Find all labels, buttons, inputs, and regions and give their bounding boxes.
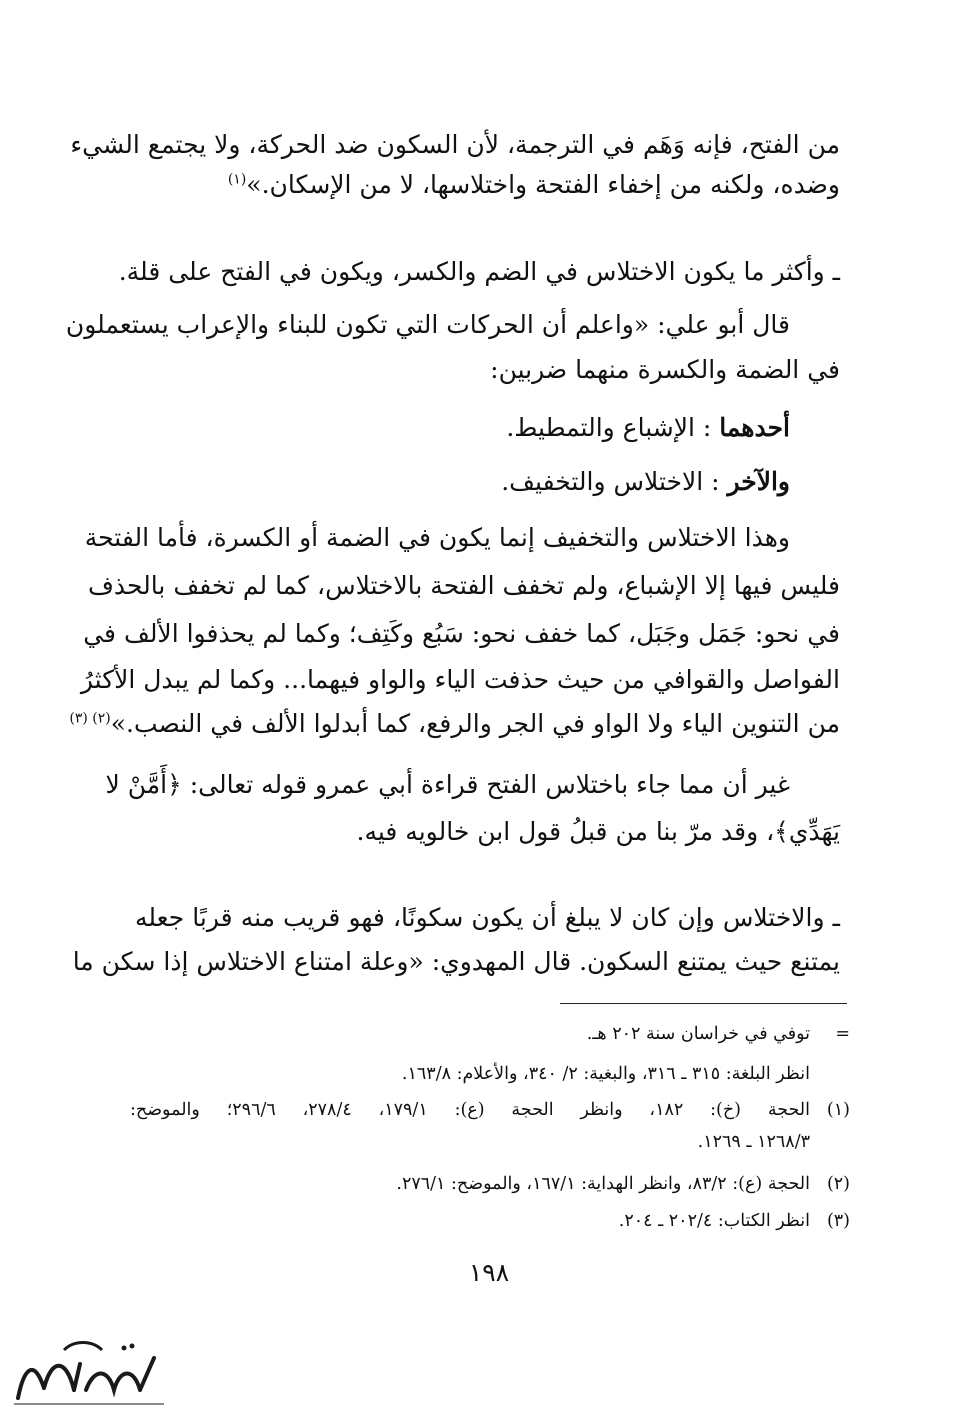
- definition-line: [135, 462, 840, 502]
- body-line: وهذا الاختلاس والتخفيف إنما يكون في الضمة أو الكسرة، فأما الفتحة: [84, 523, 790, 552]
- definition-label: أحدهما: [719, 413, 790, 442]
- footnote-text: الحجة (خ): ١٨٢، وانظر الحجة (ع): ١٧٩/١، ٢٧٨/٤، ٢٩٦/٦؛ والموضح:: [130, 1100, 810, 1120]
- footnote-text: الحجة (ع): ٨٣/٢، وانظر الهداية: ١٦٧/١، والموضح: ٢٧٦/١.: [396, 1174, 810, 1194]
- body-line: الفواصل والقوافي من حيث حذفت الياء والواو فيهما... وكما لم يبدل الأكثرُ: [80, 665, 840, 694]
- body-line: قال أبو علي: «واعلم أن الحركات التي تكون للبناء والإعراب يستعملون: [65, 310, 790, 339]
- footnote-2: [396, 1170, 850, 1198]
- body-line: [69, 704, 840, 744]
- footnote-1: [130, 1096, 850, 1124]
- footnote-3: [619, 1207, 850, 1235]
- footnote-ref[interactable]: (١): [227, 171, 247, 188]
- body-line: يمتنع حيث يمتنع السكون. قال المهدوي: «وعلة امتناع الاختلاس إذا سكن ما: [72, 947, 840, 976]
- definition-text: : الإشباع والتمطيط.: [506, 413, 720, 442]
- footnote-number: (١): [826, 1100, 850, 1120]
- footnote-continuation-marker: =: [835, 1024, 850, 1044]
- footnote-line: انظر البلغة: ٣١٥ ـ ٣١٦، والبغية: ٢/ ٣٤٠، والأعلام: ١٦٣/٨.: [401, 1064, 810, 1084]
- body-line: في الضمة والكسرة منهما ضربين:: [490, 355, 840, 384]
- footnote-continuation: [587, 1020, 850, 1048]
- body-line-text: وضده، ولكنه من إخفاء الفتحة واختلاسها، لا من الإسكان.»: [246, 170, 840, 199]
- footnote-number: (٣): [826, 1211, 850, 1231]
- body-line: غير أن مما جاء باختلاس الفتح قراءة أبي عمرو قوله تعالى: ﴿أَمَّنْ لا: [105, 770, 790, 799]
- page-number: ١٩٨: [468, 1258, 510, 1287]
- definition-line: [135, 408, 840, 448]
- definition-text: : الاختلاس والتخفيف.: [501, 467, 728, 496]
- body-line: في نحو: جَمَل وجَبَل، كما خفف نحو: سَبُع وكَتِف؛ وكما لم يحذفوا الألف في: [83, 619, 840, 648]
- body-line-text: من التنوين الياء ولا الواو في الجر والرفع، كما أبدلوا الألف في النصب.»: [110, 709, 840, 738]
- body-line: من الفتح، فإنه وَهَم في الترجمة، لأن السكون ضد الحركة، ولا يجتمع الشيء: [70, 130, 840, 159]
- body-line: ـ والاختلاس وإن كان لا يبلغ أن يكون سكونًا، فهو قريب منه قربًا جعله: [135, 903, 840, 932]
- body-line: ـ وأكثر ما يكون الاختلاس في الضم والكسر، ويكون في الفتح على قلة.: [118, 257, 840, 286]
- footnote-ref[interactable]: (٢) (٣): [69, 710, 111, 727]
- footnote-line: ١٢٦٨/٣ ـ ١٢٦٩.: [697, 1132, 810, 1152]
- footnote-number: (٢): [826, 1174, 850, 1194]
- footnote-text: انظر الكتاب: ٢٠٢/٤ ـ ٢٠٤.: [618, 1211, 810, 1231]
- library-stamp-logo: [4, 1328, 176, 1414]
- body-line: يَهَدِّي﴾، وقد مرّ بنا من قبلُ قول ابن خالويه فيه.: [356, 817, 840, 846]
- body-line: [135, 165, 840, 205]
- body-line: فليس فيها إلا الإشباع، ولم تخفف الفتحة بالاختلاس، كما لم تخفف بالحذف: [88, 571, 840, 600]
- footnote-text: توفي في خراسان سنة ٢٠٢ هـ.: [586, 1024, 810, 1044]
- footnote-separator: [560, 1003, 847, 1004]
- definition-label: والآخر: [727, 467, 790, 496]
